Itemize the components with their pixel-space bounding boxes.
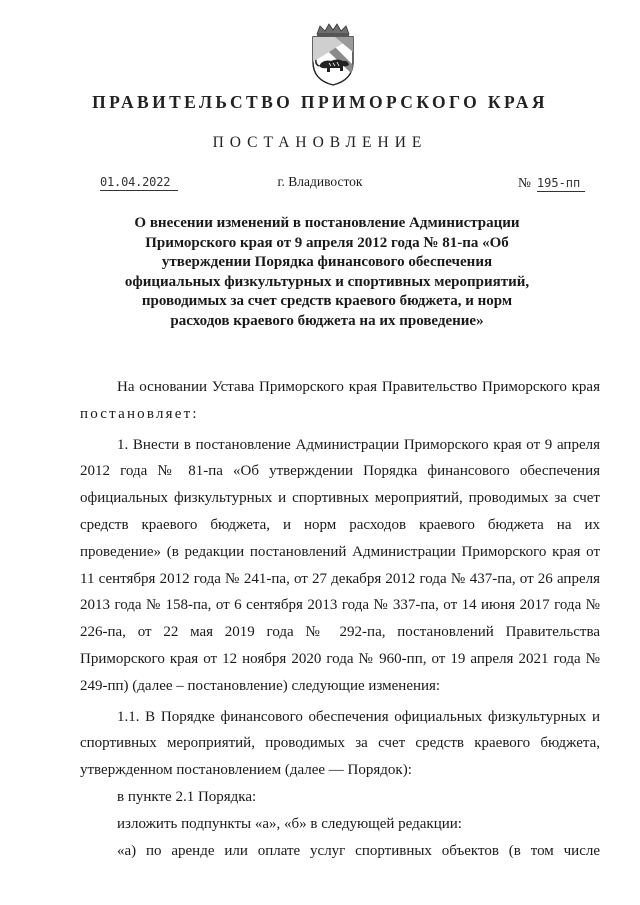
document-date: 01.04.2022	[100, 175, 178, 191]
number-value: 195-пп	[537, 176, 585, 192]
document-city: г. Владивосток	[277, 174, 363, 189]
coat-of-arms-icon	[305, 22, 361, 88]
intro-resolves: постановляет:	[80, 405, 199, 422]
document-type: ПОСТАНОВЛЕНИЕ	[212, 134, 428, 151]
paragraph-1-1: 1.1. В Порядке финансового обеспечения официальных физкультурных и спортивных мероприятий, проводимых за счет средств краевого бюджета, утвержденном постановлением (далее — Порядок):	[80, 708, 600, 779]
document-meta	[0, 172, 640, 194]
document-heading: О внесении изменений в постановление Администрации Приморского края от 9 апреля 2012 года № 81-па «Об утверждении Порядка финансового обеспечения официальных физкультурных и спортивных мероприятий, проводимых за счет средств краевого бюджета, и норм расходов краевого бюджета на их проведение»	[124, 215, 530, 329]
paragraph-a: «а) по аренде или оплате услуг спортивных объектов (в том числе	[117, 842, 600, 859]
number-sign: №	[518, 175, 531, 190]
document-body	[80, 374, 600, 864]
intro-paragraph	[80, 374, 600, 428]
document-number	[518, 175, 585, 192]
paragraph-1: 1. Внести в постановление Администрации Приморского края от 9 апреля 2012 года № 81-па «Об утверждении Порядка финансового обеспечения официальных физкультурных и спортивных мероприятий, проводимых за счет средств краевого бюджета, и норм расходов краевого бюджета на их проведение» (в редакции постановлений Администрации Приморского края от 11 сентября 2012 года № 241-па, от 27 декабря 2012 года № 437-па, от 26 апреля 2013 года № 158-па, от 6 сентября 2013 года № 337-па, от 14 июня 2017 года № 226-па, от 22 мая 2019 года № 292-па, постановлений Правительства Приморского края от 12 ноября 2020 года № 960-пп, от 19 апреля 2021 года № 249-пп) (далее – постановление) следующие изменения:	[80, 436, 600, 694]
paragraph-statement: изложить подпункты «а», «б» в следующей редакции:	[117, 815, 462, 832]
paragraph-item: в пункте 2.1 Порядка:	[117, 788, 257, 805]
organization-title: ПРАВИТЕЛЬСТВО ПРИМОРСКОГО КРАЯ	[92, 92, 548, 112]
intro-lead: На основании Устава Приморского края Правительство Приморского края	[117, 379, 600, 395]
